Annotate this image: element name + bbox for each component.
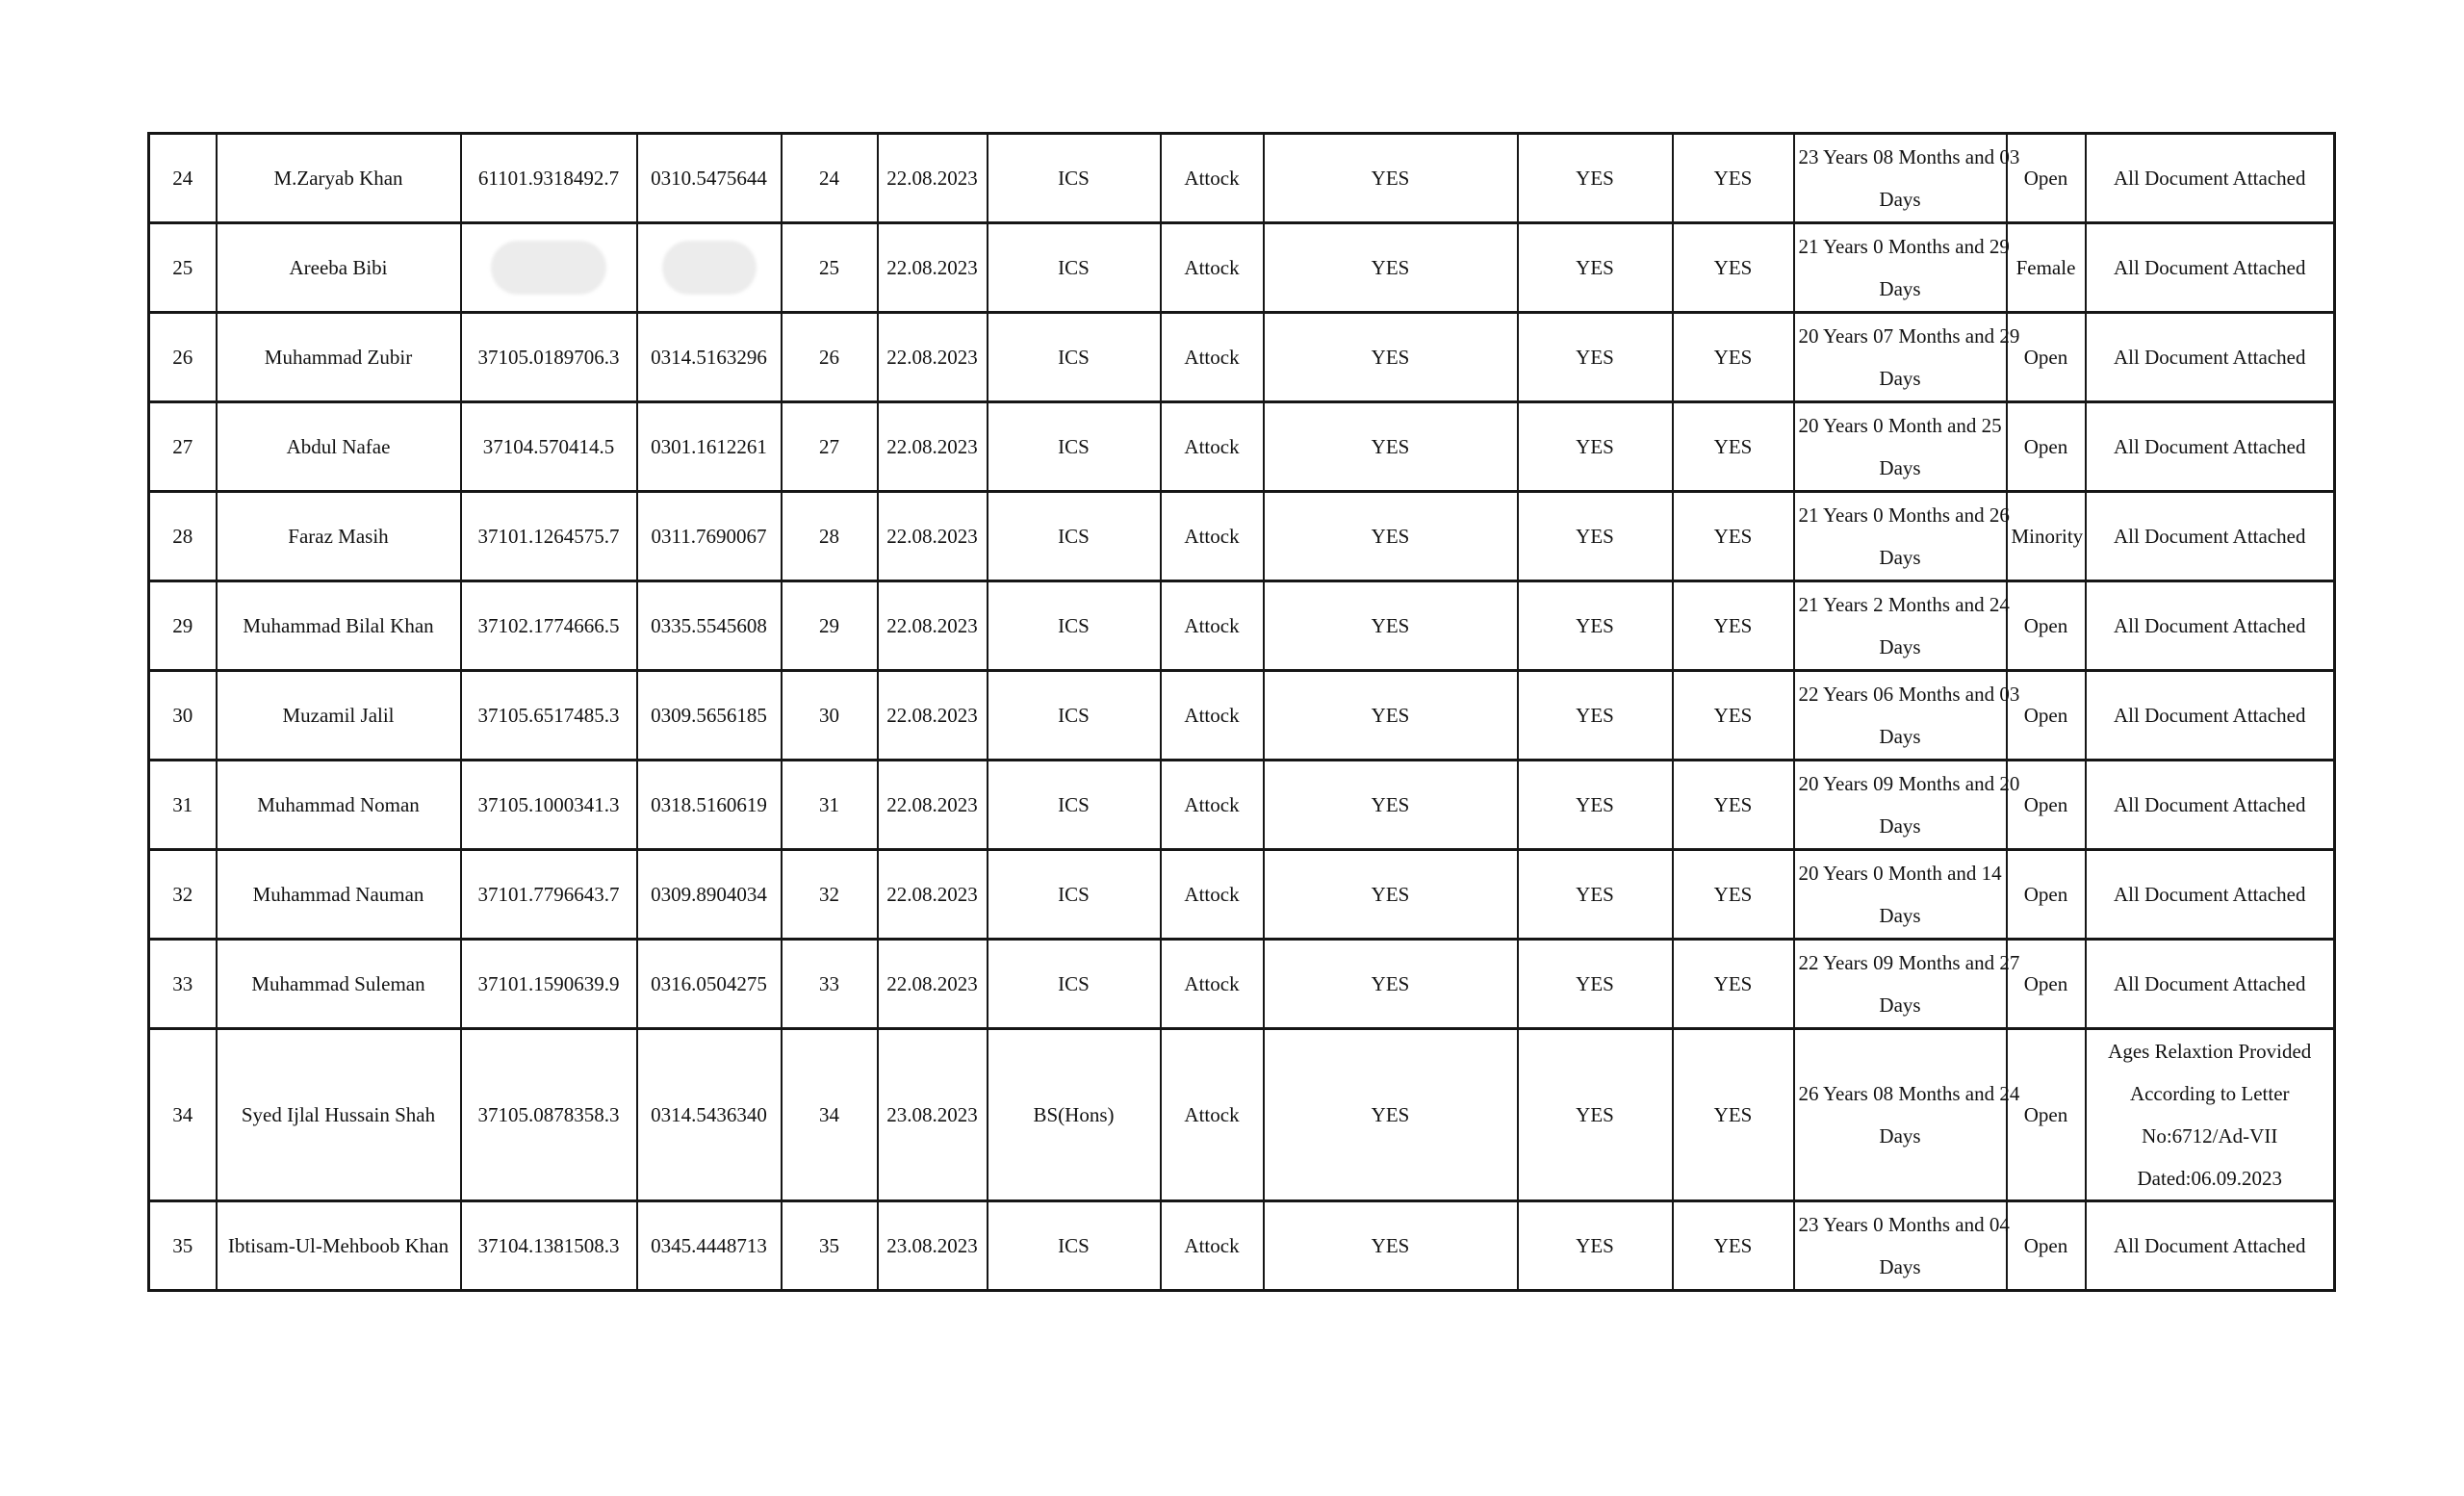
cell-phone — [637, 223, 782, 313]
cell-flag-3: YES — [1673, 492, 1794, 581]
cell-flag-3: YES — [1673, 581, 1794, 671]
cell-district: Attock — [1161, 492, 1264, 581]
cell-remarks: All Document Attached — [2086, 402, 2335, 492]
cell-flag-2: YES — [1518, 1029, 1673, 1201]
cell-date: 22.08.2023 — [878, 761, 988, 850]
document-page — [147, 132, 2336, 1292]
cell-qualification: ICS — [988, 313, 1161, 402]
cell-phone: 0318.5160619 — [637, 761, 782, 850]
age-line: 21 Years 0 Months and 29 — [1798, 234, 2010, 258]
cell-serial-1: 27 — [149, 402, 217, 492]
cell-name: Ibtisam-Ul-Mehboob Khan — [217, 1201, 461, 1291]
cell-flag-3: YES — [1673, 313, 1794, 402]
cell-cnic: 37105.0189706.3 — [461, 313, 637, 402]
table-row — [149, 1201, 2335, 1291]
cell-phone: 0314.5163296 — [637, 313, 782, 402]
cell-cnic: 37104.570414.5 — [461, 402, 637, 492]
cell-flag-1: YES — [1264, 492, 1518, 581]
cell-date: 22.08.2023 — [878, 850, 988, 940]
age-line: 20 Years 0 Month and 14 — [1798, 861, 2002, 885]
cell-cnic: 61101.9318492.7 — [461, 134, 637, 223]
cell-flag-3: YES — [1673, 1201, 1794, 1291]
cell-serial-2: 24 — [782, 134, 878, 223]
cell-date: 22.08.2023 — [878, 134, 988, 223]
cell-flag-2: YES — [1518, 1201, 1673, 1291]
cell-flag-2: YES — [1518, 223, 1673, 313]
cell-date: 22.08.2023 — [878, 492, 988, 581]
cell-date: 22.08.2023 — [878, 402, 988, 492]
cell-phone: 0311.7690067 — [637, 492, 782, 581]
cell-phone: 0301.1612261 — [637, 402, 782, 492]
cell-district: Attock — [1161, 402, 1264, 492]
cell-flag-2: YES — [1518, 402, 1673, 492]
cell-qualification: ICS — [988, 223, 1161, 313]
cell-serial-1: 35 — [149, 1201, 217, 1291]
cell-serial-2: 26 — [782, 313, 878, 402]
cell-serial-1: 33 — [149, 940, 217, 1029]
cell-district: Attock — [1161, 581, 1264, 671]
age-line: Days — [1879, 725, 1921, 748]
age-line: 20 Years 09 Months and 20 — [1798, 771, 2020, 795]
cell-age — [1794, 492, 2010, 581]
cell-serial-2: 27 — [782, 402, 878, 492]
cell-flag-2: YES — [1518, 940, 1673, 1029]
cell-flag-2: YES — [1518, 134, 1673, 223]
cell-qualification: ICS — [988, 940, 1161, 1029]
cell-name: Faraz Masih — [217, 492, 461, 581]
cell-district: Attock — [1161, 850, 1264, 940]
cell-flag-2: YES — [1518, 671, 1673, 761]
cell-age — [1794, 581, 2010, 671]
cell-date: 22.08.2023 — [878, 671, 988, 761]
age-line: Days — [1879, 456, 1921, 479]
cell-phone: 0314.5436340 — [637, 1029, 782, 1201]
cell-quota: Open — [2007, 134, 2086, 223]
cell-age — [1794, 850, 2007, 940]
table-row — [149, 492, 2335, 581]
cell-name: M.Zaryab Khan — [217, 134, 461, 223]
cell-phone: 0310.5475644 — [637, 134, 782, 223]
cell-name: Muhammad Noman — [217, 761, 461, 850]
cell-flag-1: YES — [1264, 850, 1518, 940]
cell-serial-2: 29 — [782, 581, 878, 671]
cell-flag-3: YES — [1673, 671, 1794, 761]
age-line: 22 Years 06 Months and 03 — [1798, 682, 2020, 706]
cell-phone: 0345.4448713 — [637, 1201, 782, 1291]
cell-flag-2: YES — [1518, 581, 1673, 671]
age-line: Days — [1879, 635, 1921, 658]
cell-flag-1: YES — [1264, 671, 1518, 761]
table-row — [149, 581, 2335, 671]
table-row — [149, 313, 2335, 402]
cell-remarks: Ages Relaxtion Provided According to Letter No:6712/Ad-VII Dated:06.09.2023 — [2086, 1029, 2335, 1201]
cell-serial-2: 25 — [782, 223, 878, 313]
age-line: Days — [1879, 904, 1921, 927]
cell-cnic: 37101.7796643.7 — [461, 850, 637, 940]
cell-flag-3: YES — [1673, 134, 1794, 223]
redacted-blob — [662, 241, 757, 295]
cell-serial-2: 32 — [782, 850, 878, 940]
cell-serial-1: 29 — [149, 581, 217, 671]
age-line: 21 Years 2 Months and 24 — [1798, 592, 2010, 616]
cell-flag-1: YES — [1264, 581, 1518, 671]
cell-serial-1: 26 — [149, 313, 217, 402]
cell-flag-3: YES — [1673, 761, 1794, 850]
cell-serial-2: 30 — [782, 671, 878, 761]
cell-flag-2: YES — [1518, 492, 1673, 581]
age-line: Days — [1879, 188, 1921, 211]
age-line: Days — [1879, 1124, 1921, 1148]
table-row — [149, 402, 2335, 492]
cell-qualification: ICS — [988, 671, 1161, 761]
cell-remarks: All Document Attached — [2086, 223, 2335, 313]
age-line: Days — [1879, 1255, 1921, 1279]
cell-date: 22.08.2023 — [878, 223, 988, 313]
age-line: 20 Years 07 Months and 29 — [1798, 323, 2020, 348]
cell-serial-2: 35 — [782, 1201, 878, 1291]
cell-quota: Open — [2007, 1029, 2086, 1201]
cell-phone: 0309.5656185 — [637, 671, 782, 761]
age-line: Days — [1879, 993, 1921, 1017]
cell-flag-1: YES — [1264, 1201, 1518, 1291]
cell-age — [1794, 313, 2020, 402]
cell-district: Attock — [1161, 1201, 1264, 1291]
cell-quota: Open — [2007, 761, 2086, 850]
cell-remarks: All Document Attached — [2086, 581, 2335, 671]
cell-date: 23.08.2023 — [878, 1201, 988, 1291]
cell-serial-2: 31 — [782, 761, 878, 850]
cell-quota: Open — [2007, 313, 2086, 402]
cell-cnic: 37105.1000341.3 — [461, 761, 637, 850]
cell-flag-1: YES — [1264, 940, 1518, 1029]
cell-serial-1: 24 — [149, 134, 217, 223]
table-row — [149, 761, 2335, 850]
cell-date: 22.08.2023 — [878, 313, 988, 402]
cell-district: Attock — [1161, 940, 1264, 1029]
cell-district: Attock — [1161, 671, 1264, 761]
cell-age — [1794, 402, 2007, 492]
cell-flag-3: YES — [1673, 223, 1794, 313]
table-row — [149, 223, 2335, 313]
cell-qualification: ICS — [988, 402, 1161, 492]
age-line: Days — [1879, 367, 1921, 390]
cell-remarks: All Document Attached — [2086, 940, 2335, 1029]
cell-cnic: 37105.0878358.3 — [461, 1029, 637, 1201]
cell-date: 22.08.2023 — [878, 940, 988, 1029]
cell-qualification: ICS — [988, 761, 1161, 850]
cell-quota: Open — [2007, 850, 2086, 940]
cell-flag-1: YES — [1264, 761, 1518, 850]
redacted-blob — [491, 241, 606, 295]
cell-flag-1: YES — [1264, 402, 1518, 492]
age-line: Days — [1879, 814, 1921, 838]
cell-serial-1: 34 — [149, 1029, 217, 1201]
cell-remarks: All Document Attached — [2086, 134, 2335, 223]
cell-flag-1: YES — [1264, 134, 1518, 223]
cell-qualification: ICS — [988, 850, 1161, 940]
cell-quota: Open — [2007, 1201, 2086, 1291]
cell-serial-2: 28 — [782, 492, 878, 581]
cell-flag-2: YES — [1518, 761, 1673, 850]
cell-remarks: All Document Attached — [2086, 1201, 2335, 1291]
cell-flag-3: YES — [1673, 940, 1794, 1029]
cell-date: 23.08.2023 — [878, 1029, 988, 1201]
cell-qualification: BS(Hons) — [988, 1029, 1161, 1201]
table-body — [149, 134, 2335, 1291]
cell-name: Abdul Nafae — [217, 402, 461, 492]
cell-name: Muhammad Bilal Khan — [217, 581, 461, 671]
cell-serial-1: 28 — [149, 492, 217, 581]
age-line: 21 Years 0 Months and 26 — [1798, 503, 2010, 527]
age-line: Days — [1879, 277, 1921, 300]
cell-district: Attock — [1161, 223, 1264, 313]
table-row — [149, 134, 2335, 223]
cell-age — [1794, 671, 2020, 761]
table-row — [149, 671, 2335, 761]
cell-quota: Minority — [2007, 492, 2086, 581]
cell-age — [1794, 223, 2010, 313]
cell-age — [1794, 134, 2020, 223]
age-line: 20 Years 0 Month and 25 — [1798, 413, 2002, 437]
cell-qualification: ICS — [988, 581, 1161, 671]
cell-district: Attock — [1161, 761, 1264, 850]
cell-phone: 0316.0504275 — [637, 940, 782, 1029]
cell-quota: Open — [2007, 581, 2086, 671]
cell-serial-2: 33 — [782, 940, 878, 1029]
age-line: 23 Years 0 Months and 04 — [1798, 1213, 2010, 1237]
cell-remarks: All Document Attached — [2086, 671, 2335, 761]
candidates-table — [147, 132, 2336, 1292]
cell-age — [1794, 1201, 2010, 1291]
cell-district: Attock — [1161, 134, 1264, 223]
cell-qualification: ICS — [988, 1201, 1161, 1291]
table-row — [149, 940, 2335, 1029]
cell-serial-1: 32 — [149, 850, 217, 940]
cell-remarks: All Document Attached — [2086, 850, 2335, 940]
cell-name: Areeba Bibi — [217, 223, 461, 313]
cell-district: Attock — [1161, 1029, 1264, 1201]
cell-flag-3: YES — [1673, 1029, 1794, 1201]
cell-district: Attock — [1161, 313, 1264, 402]
age-line: 26 Years 08 Months and 24 — [1798, 1082, 2020, 1106]
cell-serial-1: 31 — [149, 761, 217, 850]
cell-flag-3: YES — [1673, 402, 1794, 492]
cell-quota: Female — [2007, 223, 2086, 313]
cell-flag-1: YES — [1264, 313, 1518, 402]
age-line: 22 Years 09 Months and 27 — [1798, 950, 2020, 974]
cell-name: Muhammad Suleman — [217, 940, 461, 1029]
cell-cnic: 37101.1590639.9 — [461, 940, 637, 1029]
cell-cnic — [461, 223, 637, 313]
table-row — [149, 1029, 2335, 1201]
cell-date: 22.08.2023 — [878, 581, 988, 671]
cell-cnic: 37101.1264575.7 — [461, 492, 637, 581]
cell-flag-1: YES — [1264, 1029, 1518, 1201]
cell-qualification: ICS — [988, 492, 1161, 581]
cell-cnic: 37104.1381508.3 — [461, 1201, 637, 1291]
cell-quota: Open — [2007, 671, 2086, 761]
cell-flag-2: YES — [1518, 850, 1673, 940]
cell-name: Muhammad Zubir — [217, 313, 461, 402]
cell-cnic: 37105.6517485.3 — [461, 671, 637, 761]
cell-age — [1794, 1029, 2020, 1201]
cell-serial-1: 30 — [149, 671, 217, 761]
cell-cnic: 37102.1774666.5 — [461, 581, 637, 671]
cell-quota: Open — [2007, 940, 2086, 1029]
cell-name: Syed Ijlal Hussain Shah — [217, 1029, 461, 1201]
cell-qualification: ICS — [988, 134, 1161, 223]
cell-name: Muhammad Nauman — [217, 850, 461, 940]
age-line: 23 Years 08 Months and 03 — [1798, 144, 2020, 168]
cell-quota: Open — [2007, 402, 2086, 492]
cell-remarks: All Document Attached — [2086, 492, 2335, 581]
cell-remarks: All Document Attached — [2086, 761, 2335, 850]
cell-age — [1794, 940, 2020, 1029]
cell-name: Muzamil Jalil — [217, 671, 461, 761]
table-row — [149, 850, 2335, 940]
cell-phone: 0309.8904034 — [637, 850, 782, 940]
cell-serial-2: 34 — [782, 1029, 878, 1201]
age-line: Days — [1879, 546, 1921, 569]
cell-flag-3: YES — [1673, 850, 1794, 940]
cell-serial-1: 25 — [149, 223, 217, 313]
cell-flag-1: YES — [1264, 223, 1518, 313]
cell-age — [1794, 761, 2020, 850]
cell-phone: 0335.5545608 — [637, 581, 782, 671]
cell-flag-2: YES — [1518, 313, 1673, 402]
cell-remarks: All Document Attached — [2086, 313, 2335, 402]
